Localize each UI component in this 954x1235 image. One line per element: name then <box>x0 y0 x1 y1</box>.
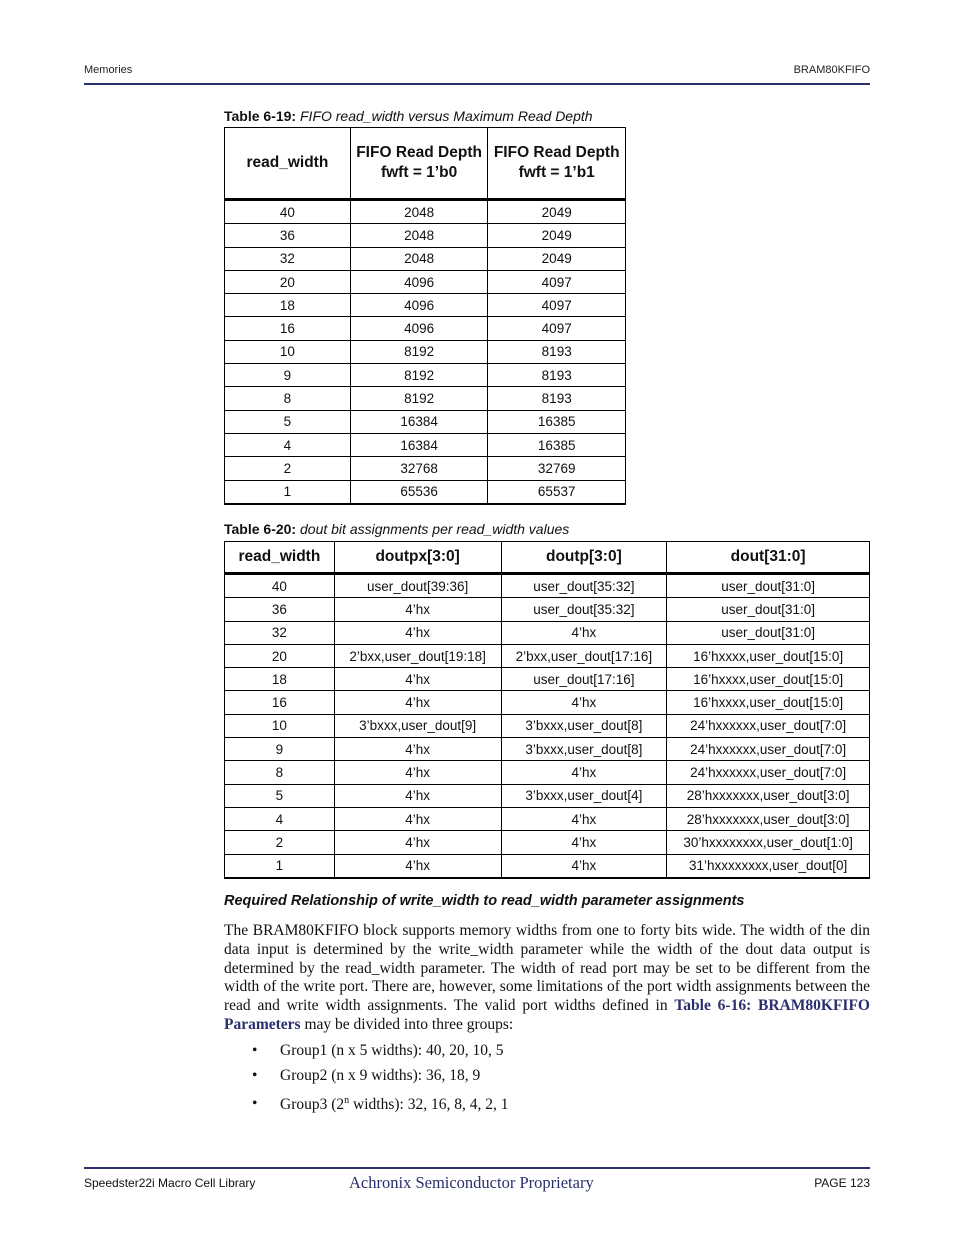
table-row <box>225 807 870 830</box>
table-cell: 2048 <box>350 247 488 270</box>
table-cell: 8193 <box>488 340 626 363</box>
table-cell: 3’bxxx,user_dout[4] <box>501 784 667 807</box>
table-cell: 2048 <box>350 224 488 247</box>
table-cell: 31’hxxxxxxxx,user_dout[0] <box>667 854 870 878</box>
table-row <box>225 387 626 410</box>
table-cell: 4’hx <box>501 807 667 830</box>
table-row <box>225 644 870 667</box>
table-row <box>225 247 626 270</box>
table-cell: 2049 <box>488 224 626 247</box>
table-cell: 65536 <box>350 480 488 504</box>
paragraph-text-before: The BRAM80KFIFO block supports memory widths from one to forty bits wide. The width of the din data input is determined by the write_width parameter while the width of the dout data output is determined by the read_width parameter. The width of read port may be set to be different from the width of the write port. There are, however, some limitations of the port width assignments between the read and write width assignments. The valid port widths defined in <box>224 922 870 1015</box>
table-cell: 4 <box>225 433 351 456</box>
table-row <box>225 200 626 224</box>
table-cell: 2’bxx,user_dout[17:16] <box>501 644 667 667</box>
table19-header-fwft1: fwft = 1’b1 <box>518 164 595 181</box>
table-cell: user_dout[35:32] <box>501 574 667 598</box>
table-cell: 32 <box>225 621 335 644</box>
table-cell: 4096 <box>350 270 488 293</box>
table-cell: 16 <box>225 317 351 340</box>
table20-header-row <box>225 542 870 574</box>
table19-header-depth-fwft0 <box>350 128 488 200</box>
table-cell: 9 <box>225 364 351 387</box>
table-cell: 4097 <box>488 317 626 340</box>
footer-proprietary-notice: Achronix Semiconductor Proprietary <box>349 1173 594 1192</box>
table-cell: 4’hx <box>501 831 667 854</box>
table-cell: 8193 <box>488 387 626 410</box>
table19-header-depth-label: FIFO Read Depth <box>493 144 620 161</box>
table-row <box>225 433 626 456</box>
table-cell: 36 <box>225 224 351 247</box>
table-row <box>225 340 626 363</box>
table-cell: 24’hxxxxxx,user_dout[7:0] <box>667 761 870 784</box>
header-section-title: Memories <box>84 64 133 76</box>
table-row <box>225 224 626 247</box>
table-cell: 32768 <box>350 457 488 480</box>
table-cell: 8192 <box>350 340 488 363</box>
table-cell: user_dout[31:0] <box>667 621 870 644</box>
table-cell: 4096 <box>350 294 488 317</box>
footer-rule <box>84 1167 870 1169</box>
table-cell: 40 <box>225 574 335 598</box>
body-paragraph <box>224 922 870 1035</box>
table-cell: 18 <box>225 668 335 691</box>
table-cell: user_dout[39:36] <box>334 574 501 598</box>
table19-caption-text: FIFO read_width versus Maximum Read Depth <box>300 108 593 124</box>
table-cell: 8 <box>225 387 351 410</box>
bullet-icon: • <box>252 1095 258 1112</box>
table-cell: 16’hxxxx,user_dout[15:0] <box>667 668 870 691</box>
table-cell: 2049 <box>488 200 626 224</box>
table20-header-doutpx: doutpx[3:0] <box>334 542 501 574</box>
list-item-text: Group1 (n x 5 widths): 40, 20, 10, 5 <box>280 1042 504 1059</box>
bullet-icon: • <box>252 1067 258 1084</box>
table-cell: 24’hxxxxxx,user_dout[7:0] <box>667 714 870 737</box>
table-cell: 24’hxxxxxx,user_dout[7:0] <box>667 738 870 761</box>
table-cell: 9 <box>225 738 335 761</box>
table-row <box>225 457 626 480</box>
table-cell: 16’hxxxx,user_dout[15:0] <box>667 644 870 667</box>
paragraph-text-after: may be divided into three groups: <box>300 1015 514 1033</box>
table20-caption-label: Table 6-20: <box>224 521 297 537</box>
table-cell: 8192 <box>350 364 488 387</box>
table20-header-dout: dout[31:0] <box>667 542 870 574</box>
table-cell: 40 <box>225 200 351 224</box>
table-cell: 4’hx <box>334 807 501 830</box>
table-cell: 2’bxx,user_dout[19:18] <box>334 644 501 667</box>
superscript-n: n <box>344 1095 350 1106</box>
table-cell: 4096 <box>350 317 488 340</box>
table-row <box>225 410 626 433</box>
table-cell: 16385 <box>488 433 626 456</box>
table20-caption <box>224 521 569 537</box>
table-cell: 4’hx <box>334 738 501 761</box>
footer-document-title: Speedster22i Macro Cell Library <box>84 1176 256 1190</box>
table-cell: 4’hx <box>334 598 501 621</box>
table-cell: 16’hxxxx,user_dout[15:0] <box>667 691 870 714</box>
table20-header-read-width: read_width <box>225 542 335 574</box>
table-cell: 4’hx <box>334 761 501 784</box>
table-row <box>225 854 870 878</box>
table-cell: 16 <box>225 691 335 714</box>
header-block-name: BRAM80KFIFO <box>793 64 870 76</box>
table20-header-doutp: doutp[3:0] <box>501 542 667 574</box>
table-cell: 4’hx <box>334 668 501 691</box>
table19-header-depth-label: FIFO Read Depth <box>356 144 482 161</box>
table-cell: 4’hx <box>501 691 667 714</box>
fifo-read-depth-table <box>224 127 626 505</box>
table-cell: 4’hx <box>334 784 501 807</box>
list-item-text <box>280 1095 508 1114</box>
table-cell: 16385 <box>488 410 626 433</box>
table-cell: 65537 <box>488 480 626 504</box>
table19-caption-label: Table 6-19: <box>224 108 297 124</box>
table-row <box>225 691 870 714</box>
table-cell: 3’bxxx,user_dout[8] <box>501 714 667 737</box>
table-cell: 4’hx <box>334 854 501 878</box>
table-row <box>225 364 626 387</box>
footer-page-number: PAGE 123 <box>814 1176 870 1190</box>
table-row <box>225 831 870 854</box>
table19-header-fwft0: fwft = 1’b0 <box>380 164 458 181</box>
table-cell: 5 <box>225 410 351 433</box>
table-cell: 4’hx <box>501 761 667 784</box>
table-cell: 3’bxxx,user_dout[9] <box>334 714 501 737</box>
table-cell: 4097 <box>488 294 626 317</box>
table-cell: 10 <box>225 714 335 737</box>
table-cell: 4’hx <box>334 831 501 854</box>
table-cell: 4’hx <box>334 691 501 714</box>
table20-body <box>225 574 870 878</box>
dout-bit-assignment-table <box>224 541 870 879</box>
table-row <box>225 668 870 691</box>
table-cell: 3’bxxx,user_dout[8] <box>501 738 667 761</box>
table-cell: 16384 <box>350 433 488 456</box>
table-cell: user_dout[35:32] <box>501 598 667 621</box>
table-cell: 5 <box>225 784 335 807</box>
table-cell: 4’hx <box>334 621 501 644</box>
table-cell: 8192 <box>350 387 488 410</box>
table-cell: 32769 <box>488 457 626 480</box>
table-cell: user_dout[31:0] <box>667 574 870 598</box>
bullet-icon: • <box>252 1042 258 1059</box>
table-cell: 1 <box>225 480 351 504</box>
list-item-text-part: Group3 (2 <box>280 1096 345 1114</box>
table-cell: 28’hxxxxxxx,user_dout[3:0] <box>667 784 870 807</box>
table19-header-row <box>225 128 626 200</box>
table-cell: 8193 <box>488 364 626 387</box>
table-row <box>225 738 870 761</box>
table-cell: 2 <box>225 831 335 854</box>
table20-caption-text: dout bit assignments per read_width values <box>300 521 570 537</box>
table-cell: 2048 <box>350 200 488 224</box>
table-cell: user_dout[17:16] <box>501 668 667 691</box>
table-cell: 4 <box>225 807 335 830</box>
table-cell: 16384 <box>350 410 488 433</box>
table-row <box>225 270 626 293</box>
table-row <box>225 574 870 598</box>
table-cell: 32 <box>225 247 351 270</box>
list-item-text-part: widths): 32, 16, 8, 4, 2, 1 <box>349 1096 509 1114</box>
table19-header-depth-fwft1 <box>488 128 626 200</box>
table-row <box>225 480 626 504</box>
table19-header-read-width: read_width <box>225 128 351 200</box>
table-cell: user_dout[31:0] <box>667 598 870 621</box>
table-row <box>225 784 870 807</box>
table-cell: 4’hx <box>501 621 667 644</box>
table19-caption <box>224 108 593 124</box>
list-item-text: Group2 (n x 9 widths): 36, 18, 9 <box>280 1067 481 1084</box>
table-cell: 2049 <box>488 247 626 270</box>
table-6-16-link[interactable]: Table 6-16: BRAM80KFIFO Parameters <box>224 997 870 1033</box>
table-row <box>225 761 870 784</box>
table-cell: 8 <box>225 761 335 784</box>
table-row <box>225 317 626 340</box>
table-cell: 28’hxxxxxxx,user_dout[3:0] <box>667 807 870 830</box>
table-row <box>225 294 626 317</box>
table-cell: 2 <box>225 457 351 480</box>
header-rule <box>84 83 870 85</box>
section-heading: Required Relationship of write_width to read_width parameter assignments <box>224 893 745 909</box>
table-row <box>225 621 870 644</box>
table19-body <box>225 200 626 504</box>
table-row <box>225 714 870 737</box>
table-cell: 4’hx <box>501 854 667 878</box>
table-cell: 10 <box>225 340 351 363</box>
table-cell: 36 <box>225 598 335 621</box>
table-cell: 1 <box>225 854 335 878</box>
table-cell: 20 <box>225 270 351 293</box>
table-cell: 30’hxxxxxxxx,user_dout[1:0] <box>667 831 870 854</box>
table-cell: 18 <box>225 294 351 317</box>
table-row <box>225 598 870 621</box>
table-cell: 20 <box>225 644 335 667</box>
table-cell: 4097 <box>488 270 626 293</box>
